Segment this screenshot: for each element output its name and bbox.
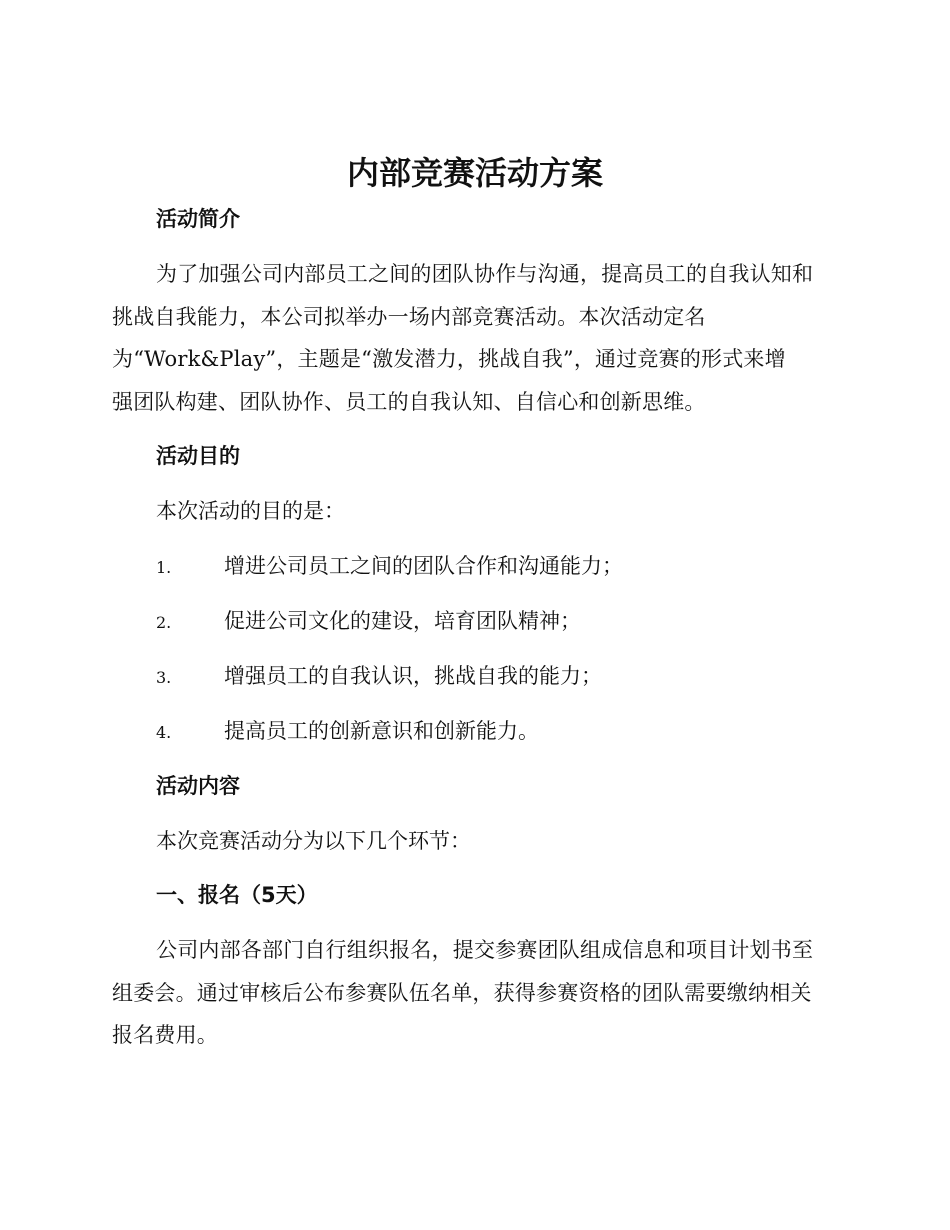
intro-paragraph <box>112 253 832 423</box>
intro-line-2: 挑战自我能力，本公司拟举办一场内部竞赛活动。本次活动定名 <box>112 304 706 329</box>
subsection-heading-registration: 一、报名（5天） <box>156 883 318 907</box>
content-lead: 本次竞赛活动分为以下几个环节： <box>156 829 471 853</box>
list-text: 促进公司文化的建设，培育团队精神； <box>224 609 581 633</box>
registration-paragraph <box>112 929 832 1057</box>
list-item <box>156 716 856 746</box>
intro-line-3: 为“Work&Play”，主题是“激发潜力，挑战自我”，通过竞赛的形式来增 <box>112 347 786 371</box>
list-number: 3. <box>156 668 172 687</box>
section-heading-content: 活动内容 <box>156 774 240 798</box>
list-item <box>156 606 856 636</box>
purpose-lead: 本次活动的目的是： <box>156 499 345 523</box>
list-number: 4. <box>156 723 172 742</box>
section-heading-purpose: 活动目的 <box>156 444 240 468</box>
list-number: 2. <box>156 613 172 632</box>
registration-line-2: 组委会。通过审核后公布参赛队伍名单，获得参赛资格的团队需要缴纳相关 <box>112 980 812 1005</box>
list-text: 增进公司员工之间的团队合作和沟通能力； <box>224 554 623 578</box>
list-item <box>156 551 856 581</box>
section-heading-intro: 活动简介 <box>156 207 240 231</box>
list-item <box>156 661 856 691</box>
list-text: 提高员工的创新意识和创新能力。 <box>224 719 539 743</box>
intro-line-1: 为了加强公司内部员工之间的团队协作与沟通，提高员工的自我认知和 <box>156 262 814 286</box>
registration-line-3: 报名费用。 <box>112 1023 218 1047</box>
list-text: 增强员工的自我认识，挑战自我的能力； <box>224 664 602 688</box>
intro-line-4: 强团队构建、团队协作、员工的自我认知、自信心和创新思维。 <box>112 389 706 414</box>
list-number: 1. <box>156 558 172 577</box>
page-title: 内部竞赛活动方案 <box>346 154 603 192</box>
registration-line-1: 公司内部各部门自行组织报名，提交参赛团队组成信息和项目计划书至 <box>156 938 814 962</box>
